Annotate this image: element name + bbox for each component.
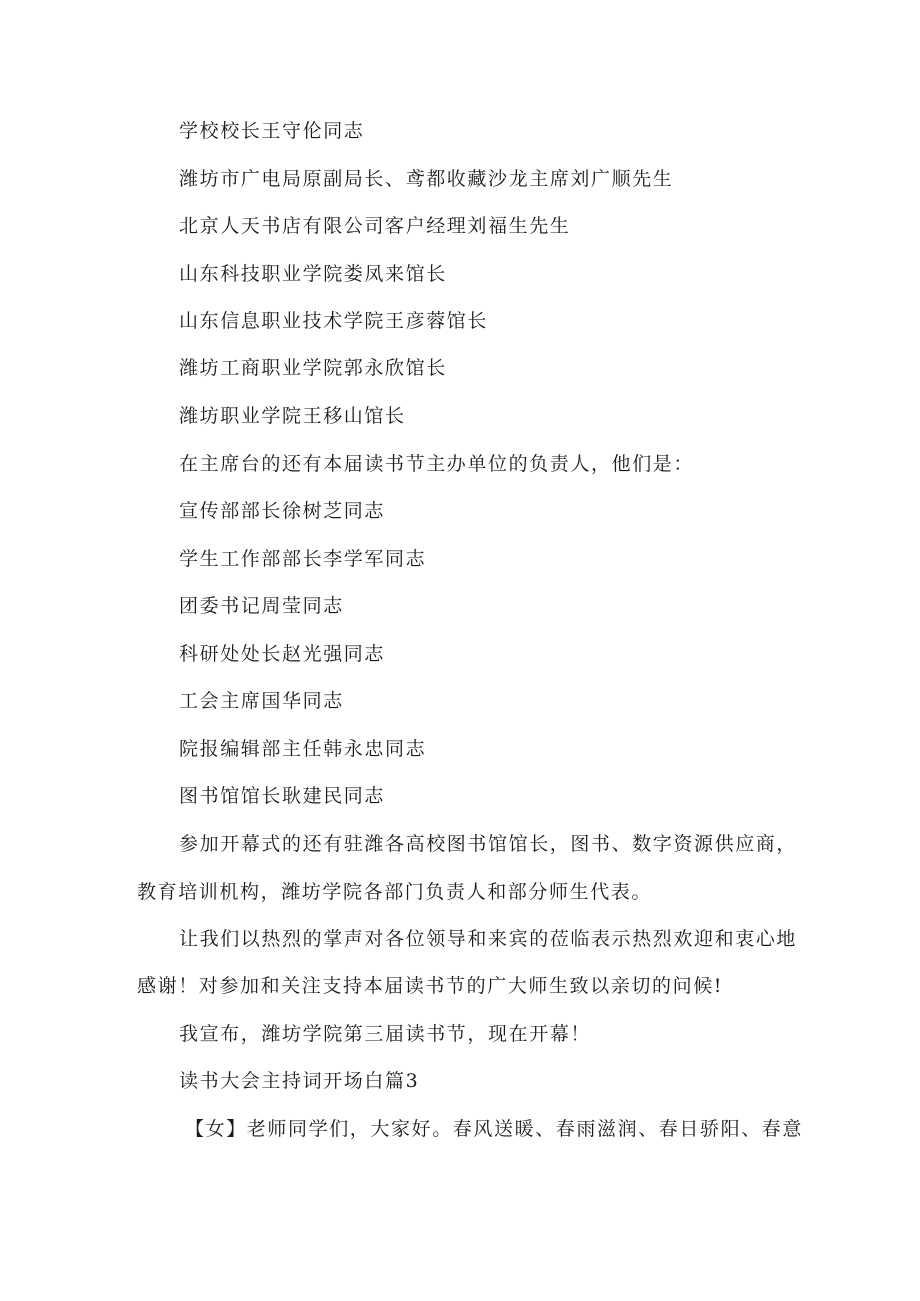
text-line: 山东信息职业技术学院王彦蓉馆长 — [179, 310, 489, 332]
text-line: 教育培训机构，潍坊学院各部门负责人和部分师生代表。 — [137, 881, 653, 903]
section-heading: 读书大会主持词开场白篇3 — [179, 1070, 420, 1092]
text-line: 院报编辑部主任韩永忠同志 — [179, 738, 427, 760]
text-line: 山东科技职业学院娄凤来馆长 — [179, 263, 447, 285]
text-line: 在主席台的还有本届读书节主办单位的负责人，他们是： — [179, 453, 695, 475]
text-line: 参加开幕式的还有驻潍各高校图书馆馆长，图书、数字资源供应商， — [179, 833, 798, 855]
text-line: 我宣布，潍坊学院第三届读书节，现在开幕！ — [179, 1023, 592, 1045]
text-line: 潍坊职业学院王移山馆长 — [179, 405, 406, 427]
text-line: 科研处处长赵光强同志 — [179, 643, 386, 665]
text-line: 潍坊工商职业学院郭永欣馆长 — [179, 357, 447, 379]
text-line: 学校校长王守伦同志 — [179, 120, 365, 142]
text-line: 团委书记周莹同志 — [179, 595, 344, 617]
text-line: 学生工作部部长李学军同志 — [179, 548, 427, 570]
text-line: 【女】老师同学们，大家好。春风送暖、春雨滋润、春日骄阳、春意 — [185, 1118, 804, 1140]
text-line: 北京人天书店有限公司客户经理刘福生先生 — [179, 215, 571, 237]
text-line: 图书馆馆长耿建民同志 — [179, 785, 386, 807]
text-line: 工会主席国华同志 — [179, 690, 344, 712]
text-line: 宣传部部长徐树芝同志 — [179, 500, 386, 522]
text-line: 让我们以热烈的掌声对各位领导和来宾的莅临表示热烈欢迎和衷心地 — [179, 928, 798, 950]
text-line: 潍坊市广电局原副局长、鸢都收藏沙龙主席刘广顺先生 — [179, 168, 674, 190]
text-line: 感谢！对参加和关注支持本届读书节的广大师生致以亲切的问候! — [137, 975, 724, 997]
